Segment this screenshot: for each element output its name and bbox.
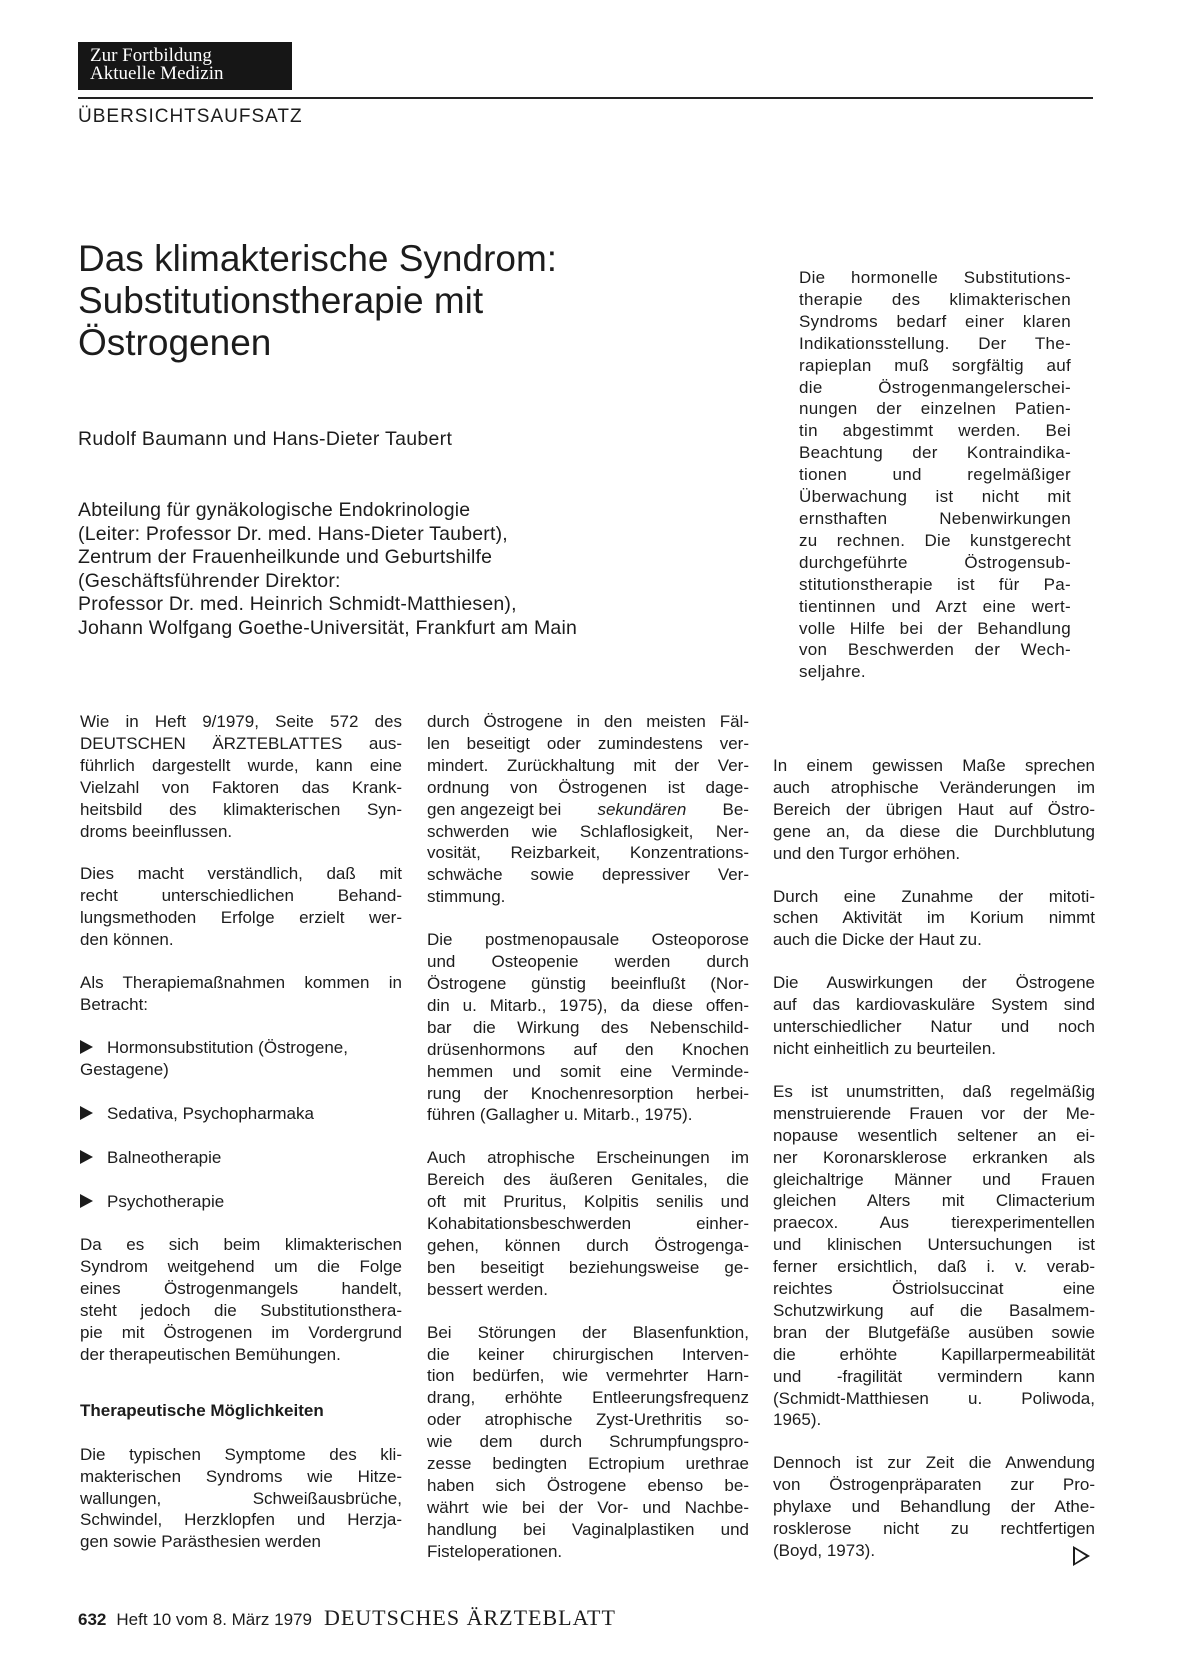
text-line: Auch atrophische Erscheinungen im bbox=[427, 1148, 749, 1168]
list-item bbox=[80, 1147, 402, 1169]
abstract-line: Überwachung ist nicht mit bbox=[799, 487, 1071, 507]
text-line: ferner ersichtlich, daß i. v. verab- bbox=[773, 1257, 1095, 1277]
header-rule bbox=[78, 97, 1093, 99]
text-line: heitsbild des klimakterischen Syn- bbox=[80, 799, 402, 819]
paragraph bbox=[773, 886, 1095, 952]
text-line: pie mit Östrogenen im Vordergrund bbox=[80, 1323, 402, 1343]
text-line: Dennoch ist zur Zeit die Anwendung bbox=[773, 1453, 1095, 1473]
abstract-line: ernsthaften Nebenwirkungen bbox=[799, 508, 1071, 528]
text-run: Be- bbox=[722, 799, 749, 819]
text-line: auf das kardiovaskuläre System sind bbox=[773, 995, 1095, 1015]
paragraph bbox=[427, 1147, 749, 1300]
abstract-line: volle Hilfe bei der Behandlung bbox=[799, 618, 1071, 638]
bullet-triangle-icon bbox=[80, 1150, 93, 1164]
page-number: 632 bbox=[78, 1610, 107, 1629]
text-line: oft mit Pruritus, Kolpitis senilis und bbox=[427, 1192, 749, 1212]
abstract-line: therapie des klimakterischen bbox=[799, 289, 1071, 309]
issue-info: Heft 10 vom 8. März 1979 bbox=[116, 1610, 312, 1629]
affiliation-line: (Leiter: Professor Dr. med. Hans-Dieter Taubert), bbox=[78, 522, 508, 545]
affiliation-line: Abteilung für gynäkologische Endokrinologie bbox=[78, 499, 471, 521]
bullet-triangle-icon bbox=[80, 1106, 93, 1120]
text-line: Schutzwirkung auf die Basalmem- bbox=[773, 1300, 1095, 1320]
affiliation bbox=[78, 499, 577, 640]
text-line: droms beeinflussen. bbox=[80, 821, 233, 841]
abstract bbox=[799, 267, 1071, 683]
article-title bbox=[78, 238, 718, 364]
text-line: ordnung von Östrogenen ist dage- bbox=[427, 777, 749, 797]
rubric-box bbox=[78, 42, 292, 90]
text-line: phylaxe und Behandlung der Athe- bbox=[773, 1497, 1095, 1517]
list-item bbox=[80, 1037, 402, 1081]
text-line: der therapeutischen Bemühungen. bbox=[80, 1344, 341, 1364]
abstract-line: stitutionstherapie ist für Pa- bbox=[799, 574, 1071, 594]
text-line: wallungen, Schweißausbrüche, bbox=[80, 1488, 402, 1508]
abstract-line: nungen der einzelnen Patien- bbox=[799, 399, 1071, 419]
text-line: und klinischen Untersuchungen ist bbox=[773, 1235, 1095, 1255]
paragraph bbox=[773, 1081, 1095, 1432]
text-line: hemmen und somit eine Verminde- bbox=[427, 1061, 749, 1081]
text-line: ben beseitigt beziehungsweise ge- bbox=[427, 1257, 749, 1277]
abstract-line: die Östrogenmangelerschei- bbox=[799, 377, 1071, 397]
text-line: die keiner chirurgischen Interven- bbox=[427, 1344, 749, 1364]
authors: Rudolf Baumann und Hans-Dieter Taubert bbox=[78, 428, 453, 450]
text-line: schen Aktivität im Korium nimmt bbox=[773, 908, 1095, 928]
paragraph bbox=[773, 1452, 1095, 1562]
text-line: Da es sich beim klimakterischen bbox=[80, 1235, 402, 1255]
text-line: rung der Knochenresorption herbei- bbox=[427, 1083, 749, 1103]
paragraph bbox=[80, 711, 402, 842]
column-2 bbox=[427, 711, 749, 1584]
list-item-text: Sedativa, Psychopharmaka bbox=[107, 1103, 314, 1123]
abstract-line: tientinnen und Arzt eine wert- bbox=[799, 596, 1071, 616]
text-line: von Östrogenpräparaten zur Pro- bbox=[773, 1475, 1095, 1495]
text-line: Wie in Heft 9/1979, Seite 572 des bbox=[80, 712, 402, 731]
text-line: In einem gewissen Maße sprechen bbox=[773, 756, 1095, 775]
text-line: Es ist unumstritten, daß regelmäßig bbox=[773, 1081, 1095, 1101]
text-line: gen sowie Parästhesien werden bbox=[80, 1532, 321, 1552]
abstract-line: Beachtung der Kontraindika- bbox=[799, 443, 1071, 463]
text-line: (Schmidt-Matthiesen u. Poliwoda, bbox=[773, 1388, 1095, 1408]
text-line: gehen, können durch Östrogenga- bbox=[427, 1235, 749, 1255]
text-line: zesse bedingten Ectropium urethrae bbox=[427, 1454, 749, 1474]
text-run: gen angezeigt bei bbox=[427, 799, 562, 819]
text-line: tion bedürfen, wie vermehrter Harn- bbox=[427, 1366, 749, 1386]
text-line: recht unterschiedlichen Behand- bbox=[80, 886, 402, 906]
text-line: nicht einheitlich zu beurteilen. bbox=[773, 1038, 997, 1058]
text-line: führlich dargestellt wurde, kann eine bbox=[80, 755, 402, 775]
text-line: (Boyd, 1973). bbox=[773, 1541, 876, 1560]
text-line: den können. bbox=[80, 930, 174, 950]
list-item bbox=[80, 1103, 402, 1125]
text-line: mindert. Zurückhaltung mit der Ver- bbox=[427, 755, 749, 775]
abstract-line: tin abgestimmt werden. Bei bbox=[799, 421, 1071, 441]
text-line: Dies macht verständlich, daß mit bbox=[80, 864, 402, 884]
paragraph bbox=[80, 972, 402, 1016]
text-line: drang, erhöhte Entleerungsfrequenz bbox=[427, 1388, 749, 1408]
text-line: und -fragilität vermindern kann bbox=[773, 1366, 1095, 1386]
text-line: und Osteopenie werden durch bbox=[427, 952, 749, 972]
text-line: Fisteloperationen. bbox=[427, 1541, 563, 1561]
affiliation-line: Johann Wolfgang Goethe-Universität, Frankfurt am Main bbox=[78, 616, 578, 639]
title-line: Das klimakterische Syndrom: bbox=[78, 238, 558, 279]
text-line: reichtes Östriolsuccinat eine bbox=[773, 1279, 1095, 1299]
text-line: haben sich Östrogene ebenso be- bbox=[427, 1476, 749, 1495]
text-line bbox=[427, 799, 749, 821]
title-line: Substitutionstherapie mit bbox=[78, 280, 484, 321]
abstract-line: durchgeführte Östrogensub- bbox=[799, 552, 1071, 572]
bullet-triangle-icon bbox=[80, 1194, 93, 1208]
list-item bbox=[80, 1191, 402, 1213]
affiliation-line: (Geschäftsführender Direktor: bbox=[78, 569, 341, 592]
text-line: Vielzahl von Faktoren das Krank- bbox=[80, 777, 402, 797]
text-line: drüsenhormons auf den Knochen bbox=[427, 1039, 749, 1059]
text-line: währt wie bei der Vor- und Nachbe- bbox=[427, 1497, 749, 1517]
text-line: ner Koronarsklerose erkranken als bbox=[773, 1147, 1095, 1167]
text-line: menstruierende Frauen vor der Me- bbox=[773, 1103, 1095, 1123]
list-item-text: Gestagene) bbox=[80, 1059, 169, 1079]
paragraph bbox=[773, 755, 1095, 865]
rubric-line-1: Zur Fortbildung bbox=[90, 45, 212, 66]
list-item-text: Balneotherapie bbox=[107, 1147, 222, 1167]
abstract-line: Indikationsstellung. Der The- bbox=[799, 333, 1071, 353]
text-line: auch die Dicke der Haut zu. bbox=[773, 930, 982, 950]
text-line: die erhöhte Kapillarpermeabilität bbox=[773, 1344, 1095, 1364]
text-line: auch atrophische Veränderungen im bbox=[773, 777, 1095, 797]
text-line: bran der Blutgefäße ausüben sowie bbox=[773, 1322, 1095, 1342]
text-line: Schwindel, Herzklopfen und Herzja- bbox=[80, 1510, 402, 1530]
rubric-line-2: Aktuelle Medizin bbox=[90, 63, 224, 84]
paragraph bbox=[427, 929, 749, 1126]
text-line: führen (Gallagher u. Mitarb., 1975). bbox=[427, 1105, 693, 1125]
text-line: oder atrophische Zyst-Urethritis so- bbox=[427, 1410, 749, 1430]
text-line: Als Therapiemaßnahmen kommen in bbox=[80, 973, 402, 993]
text-line: gene an, da diese die Durchblutung bbox=[773, 821, 1095, 841]
list-item-text: Hormonsubstitution (Östrogene, bbox=[107, 1037, 348, 1057]
text-line: stimmung. bbox=[427, 887, 506, 907]
paragraph bbox=[773, 972, 1095, 1060]
text-line: bessert werden. bbox=[427, 1279, 548, 1299]
text-line: Bereich des äußeren Genitales, die bbox=[427, 1170, 749, 1190]
text-line: makterischen Syndroms wie Hitze- bbox=[80, 1466, 402, 1486]
affiliation-line: Professor Dr. med. Heinrich Schmidt-Matthiesen), bbox=[78, 593, 517, 615]
abstract-line: von Beschwerden der Wech- bbox=[799, 640, 1071, 660]
text-line: Die Auswirkungen der Östrogene bbox=[773, 973, 1095, 993]
text-line: Die typischen Symptome des kli- bbox=[80, 1444, 402, 1464]
text-line: steht jedoch die Substitutionsthera- bbox=[80, 1301, 402, 1321]
section-heading: Therapeutische Möglichkeiten bbox=[80, 1400, 324, 1420]
text-line: 1965). bbox=[773, 1410, 822, 1430]
text-line: praecox. Aus tierexperimentellen bbox=[773, 1213, 1095, 1233]
text-line: gleichen Alters mit Climacterium bbox=[773, 1191, 1095, 1211]
continue-arrow-icon bbox=[1073, 1546, 1090, 1566]
text-line: schwäche sowie depressiver Ver- bbox=[427, 865, 749, 885]
abstract-line: Die hormonelle Substitutions- bbox=[799, 268, 1071, 287]
journal-name: DEUTSCHES ÄRZTEBLATT bbox=[323, 1605, 616, 1630]
text-line: lungsmethoden Erfolge erzielt wer- bbox=[80, 908, 402, 928]
text-line: handlung bei Vaginalplastiken und bbox=[427, 1519, 749, 1539]
list-item-text: Psychotherapie bbox=[107, 1191, 225, 1211]
section-label: ÜBERSICHTSAUFSATZ bbox=[78, 106, 303, 127]
paragraph bbox=[80, 1444, 402, 1554]
text-line: Syndrom weitgehend um die Folge bbox=[80, 1257, 402, 1277]
text-line: durch Östrogene in den meisten Fäl- bbox=[427, 712, 749, 731]
text-line: eines Östrogenmangels handelt, bbox=[80, 1279, 402, 1299]
text-line: bar die Wirkung des Nebenschild- bbox=[427, 1017, 749, 1037]
text-line: unterschiedlicher Natur und noch bbox=[773, 1017, 1095, 1037]
affiliation-line: Zentrum der Frauenheilkunde und Geburtshilfe bbox=[78, 546, 493, 568]
text-line: Östrogene günstig beeinflußt (Nor- bbox=[427, 973, 749, 993]
abstract-line: rapieplan muß sorgfältig auf bbox=[799, 355, 1071, 375]
text-line: Die postmenopausale Osteoporose bbox=[427, 930, 749, 950]
page-footer bbox=[78, 1605, 616, 1631]
text-line: schwerden wie Schlaflosigkeit, Ner- bbox=[427, 821, 749, 841]
paragraph bbox=[80, 863, 402, 951]
text-line: DEUTSCHEN ÄRZTEBLATTES aus- bbox=[80, 733, 402, 753]
paragraph bbox=[427, 711, 749, 908]
text-line: und den Turgor erhöhen. bbox=[773, 843, 961, 863]
text-line: gleichaltrige Männer und Frauen bbox=[773, 1169, 1095, 1189]
abstract-line: zu rechnen. Die kunstgerecht bbox=[799, 530, 1071, 550]
text-line: Bereich der übrigen Haut auf Östro- bbox=[773, 799, 1095, 819]
text-line: Durch eine Zunahme der mitoti- bbox=[773, 886, 1095, 906]
bullet-triangle-icon bbox=[80, 1040, 93, 1054]
column-3 bbox=[773, 755, 1095, 1583]
title-line: Östrogenen bbox=[78, 322, 272, 363]
text-line: wie dem durch Schrumpfungspro- bbox=[427, 1432, 749, 1452]
paragraph bbox=[80, 1234, 402, 1365]
text-line: Kohabitationsbeschwerden einher- bbox=[427, 1214, 749, 1234]
text-line: nopause wesentlich seltener an ei- bbox=[773, 1125, 1095, 1145]
text-line: din u. Mitarb., 1975), da diese offen- bbox=[427, 995, 749, 1015]
abstract-line: seljahre. bbox=[799, 662, 866, 682]
emphasis: sekundären bbox=[597, 799, 687, 819]
abstract-line: tionen und regelmäßiger bbox=[799, 465, 1071, 485]
text-line: rosklerose nicht zu rechtfertigen bbox=[773, 1519, 1095, 1539]
abstract-line: Syndroms bedarf einer klaren bbox=[799, 311, 1071, 331]
text-line: Bei Störungen der Blasenfunktion, bbox=[427, 1322, 749, 1342]
column-1 bbox=[80, 711, 402, 1574]
text-line: vosität, Reizbarkeit, Konzentrations- bbox=[427, 843, 749, 863]
paragraph bbox=[427, 1322, 749, 1563]
text-line: Betracht: bbox=[80, 994, 149, 1014]
text-line: len beseitigt oder zumindestens ver- bbox=[427, 733, 749, 753]
